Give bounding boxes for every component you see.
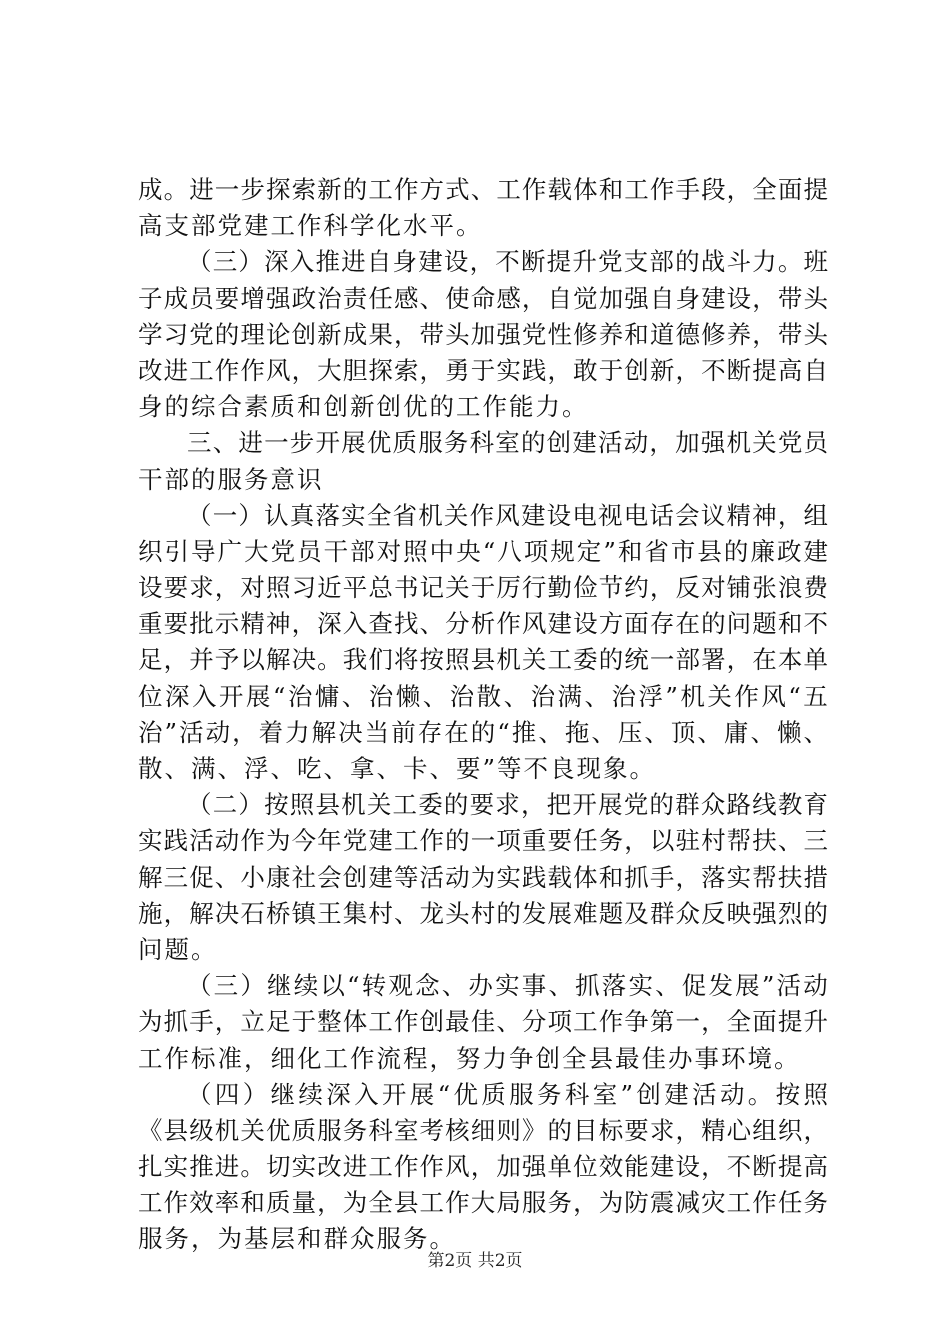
text-line: （ 三 ） 深 入 推 进 自 身 建 设 ， 不 断 提 升 党 支 部 的 战 斗 力 。 班 bbox=[187, 247, 828, 277]
text-line: 三 、 进 一 步 开 展 优 质 服 务 科 室 的 创 建 活 动 ， 加 强 机 关 党 员 bbox=[187, 428, 828, 458]
text-line: 改 进 工 作 作 风 ， 大 胆 探 索 ， 勇 于 实 践 ， 敢 于 创 新 ， 不 断 提 高 自 bbox=[138, 355, 828, 385]
text-line: 治 ” 活 动 ， 着 力 解 决 当 前 存 在 的 “ 推 、 拖 、 压 、 顶 、 庸 、 懒 、 bbox=[138, 717, 828, 747]
text-line: 工作标准，细化工作流程，努力争创全县最佳办事环境。 bbox=[138, 1043, 801, 1073]
text-line: （ 四 ） 继 续 深 入 开 展 “ 优 质 服 务 科 室 ” 创 建 活 动 。 按 照 bbox=[187, 1079, 828, 1109]
text-line: 高支部党建工作科学化水平。 bbox=[138, 211, 483, 241]
paragraph bbox=[138, 425, 828, 497]
text-line: 重 要 批 示 精 神 ， 深 入 查 找 、 分 析 作 风 建 设 方 面 存 在 的 问 题 和 不 bbox=[138, 609, 828, 639]
text-line: 《 县 级 机 关 优 质 服 务 科 室 考 核 细 则 》 的 目 标 要 求 ， 精 心 组 织 ， bbox=[138, 1115, 828, 1145]
text-line: 散、满、浮、吃、拿、卡、要”等不良现象。 bbox=[138, 754, 657, 783]
text-line: 施 ， 解 决 石 桥 镇 王 集 村 、 龙 头 村 的 发 展 难 题 及 群 众 反 映 强 烈 的 bbox=[138, 898, 828, 928]
text-line: 工 作 效 率 和 质 量 ， 为 全 县 工 作 大 局 服 务 ， 为 防 震 减 灾 工 作 任 务 bbox=[138, 1188, 828, 1218]
text-line: 成 。 进 一 步 探 索 新 的 工 作 方 式 、 工 作 载 体 和 工 作 手 段 ， 全 面 提 bbox=[138, 175, 828, 204]
paragraph bbox=[138, 172, 828, 244]
text-line: 干部的服务意识 bbox=[138, 464, 324, 494]
text-line: 解 三 促 、 小 康 社 会 创 建 等 活 动 为 实 践 载 体 和 抓 手 ， 落 实 帮 扶 措 bbox=[138, 862, 828, 892]
text-line: 实 践 活 动 作 为 今 年 党 建 工 作 的 一 项 重 要 任 务 ， 以 驻 村 帮 扶 、 三 bbox=[138, 826, 828, 856]
text-line: （ 三 ） 继 续 以 “ 转 观 念 、 办 实 事 、 抓 落 实 、 促 发 展 ” 活 动 bbox=[187, 971, 828, 1001]
document-body bbox=[138, 172, 828, 1258]
text-line: 身的综合素质和创新创优的工作能力。 bbox=[138, 392, 589, 422]
text-line: 足 ， 并 予 以 解 决 。 我 们 将 按 照 县 机 关 工 委 的 统 一 部 署 ， 在 本 单 bbox=[138, 645, 828, 675]
paragraph bbox=[138, 968, 828, 1077]
page-number: 第2页 共2页 bbox=[427, 1251, 523, 1271]
text-line: 问题。 bbox=[138, 934, 218, 964]
text-line: 服务，为基层和群众服务。 bbox=[138, 1224, 456, 1254]
paragraph bbox=[138, 787, 828, 968]
paragraph bbox=[138, 1077, 828, 1258]
text-line: 学 习 党 的 理 论 创 新 成 果 ， 带 头 加 强 党 性 修 养 和 道 德 修 养 ， 带 头 bbox=[138, 319, 828, 349]
text-line: 织 引 导 广 大 党 员 干 部 对 照 中 央 “ 八 项 规 定 ” 和 省 市 县 的 廉 政 建 bbox=[138, 536, 828, 566]
text-line: （ 一 ） 认 真 落 实 全 省 机 关 作 风 建 设 电 视 电 话 会 议 精 神 ， 组 bbox=[187, 500, 828, 530]
text-line: 位 深 入 开 展 “ 治 慵 、 治 懒 、 治 散 、 治 满 、 治 浮 ” 机 关 作 风 “ 五 bbox=[138, 681, 828, 711]
text-line: 扎 实 推 进 。 切 实 改 进 工 作 作 风 ， 加 强 单 位 效 能 建 设 ， 不 断 提 高 bbox=[138, 1152, 828, 1182]
text-line: 子 成 员 要 增 强 政 治 责 任 感 、 使 命 感 ， 自 觉 加 强 自 身 建 设 ， 带 头 bbox=[138, 283, 828, 313]
text-line: 为 抓 手 ， 立 足 于 整 体 工 作 创 最 佳 、 分 项 工 作 争 第 一 ， 全 面 提 升 bbox=[138, 1007, 828, 1037]
text-line: （ 二 ） 按 照 县 机 关 工 委 的 要 求 ， 把 开 展 党 的 群 众 路 线 教 育 bbox=[187, 790, 828, 820]
text-line: 设 要 求 ， 对 照 习 近 平 总 书 记 关 于 厉 行 勤 俭 节 约 ， 反 对 铺 张 浪 费 bbox=[138, 573, 828, 603]
paragraph bbox=[138, 498, 828, 788]
paragraph bbox=[138, 244, 828, 425]
